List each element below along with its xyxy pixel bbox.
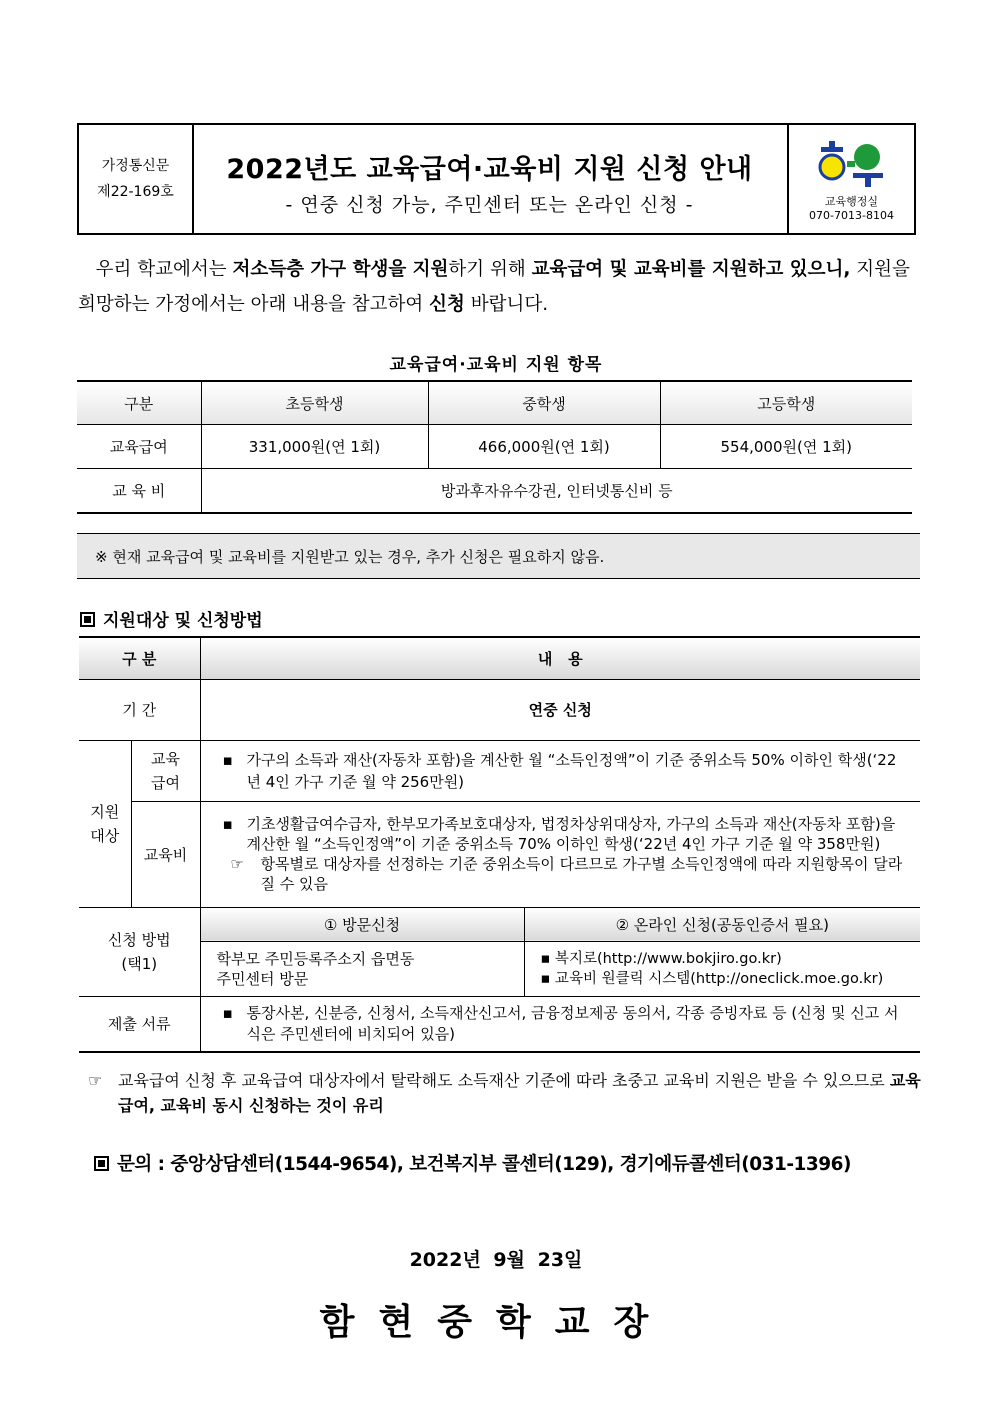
col-content: 내 용 <box>200 637 920 679</box>
benefit-label <box>131 740 200 801</box>
method-visit-content <box>200 941 524 996</box>
school-logo-icon <box>817 139 887 189</box>
benefit-label-1: 교육 <box>151 749 180 768</box>
table-row <box>79 941 920 996</box>
contact-text: 문의 : 중앙상담센터(1544-9654), 보건복지부 콜센터(129), 경기에듀콜센터(031-1396) <box>117 1154 851 1175</box>
table-row <box>77 425 912 469</box>
method-online-content <box>524 941 920 996</box>
bullet-icon: ▪ <box>222 1003 233 1022</box>
section-heading <box>80 606 263 631</box>
issue-date: 2022년 9월 23일 <box>409 1249 583 1271</box>
support-table-title: 교육급여·교육비 지원 항목 <box>389 355 603 375</box>
table-row <box>79 801 920 907</box>
col-gubun: 구 분 <box>79 637 200 679</box>
header-cell: 초등학생 <box>201 381 428 425</box>
fee-content <box>200 801 920 907</box>
cell-fee-value: 방과후자유수강권, 인터넷통신비 등 <box>201 469 912 514</box>
benefit-label-2: 급여 <box>151 773 180 792</box>
page-title: 2022년도 교육급여·교육비 지원 신청 안내 <box>226 154 753 185</box>
period-label: 기 간 <box>79 679 200 740</box>
method-label-2: (택1) <box>121 954 158 973</box>
method-online-head: ② 온라인 신청(공동인증서 필요) <box>524 907 920 941</box>
square-bullet-icon <box>94 1156 109 1171</box>
office-name: 교육행정실 <box>824 195 879 208</box>
square-bullet-icon <box>80 612 95 627</box>
pointing-hand-icon: ☞ <box>230 855 244 873</box>
intro-text-4: 바랍니다. <box>464 294 549 315</box>
cell-elementary: 331,000원(연 1회) <box>201 425 428 469</box>
table-header-row <box>79 637 920 679</box>
tip-bold: 교육급여, 교육비 동시 신청하는 것이 유리 <box>118 1071 921 1115</box>
table-row <box>79 907 920 941</box>
intro-bold-3: 신청 <box>429 294 465 315</box>
section-title: 지원대상 및 신청방법 <box>103 611 263 631</box>
cell-high: 554,000원(연 1회) <box>660 425 912 469</box>
target-label-2: 대상 <box>90 826 120 845</box>
intro-bold-2: 교육급여 및 교육비를 지원하고 있으니, <box>531 259 851 280</box>
benefit-text: 가구의 소득과 재산(자동차 포함)을 계산한 월 “소득인정액”이 기준 중위소득 50% 이하인 학생(‘22년 4인 가구 기준 월 약 256만원) <box>246 750 897 791</box>
table-row <box>79 679 920 740</box>
newsletter-info <box>79 125 194 233</box>
principal-signature: 함현중학교장 <box>319 1302 673 1343</box>
target-label-1: 지원 <box>90 802 120 821</box>
method-visit-head: ① 방문신청 <box>200 907 524 941</box>
fee-tip: 항목별로 대상자를 선정하는 기준 중위소득이 다르므로 가구별 소득인정액에 따라 지원항목이 달라질 수 있음 <box>260 855 903 893</box>
fee-label: 교육비 <box>131 801 200 907</box>
method-label-1: 신청 방법 <box>107 930 171 949</box>
contact-line <box>94 1150 851 1176</box>
table-row <box>79 996 920 1052</box>
cell-middle: 466,000원(연 1회) <box>428 425 660 469</box>
period-value: 연중 신청 <box>200 679 920 740</box>
row-label: 교육급여 <box>77 425 201 469</box>
benefit-content <box>200 740 920 801</box>
method-online-1: ▪ 복지로(http://www.bokjiro.go.kr) <box>540 950 782 967</box>
page-subtitle: - 연중 신청 가능, 주민센터 또는 온라인 신청 - <box>285 194 694 216</box>
tip-text: 교육급여 신청 후 교육급여 대상자에서 탈락해도 소득재산 기준에 따라 초중고 교육비 지원은 받을 수 있으므로 <box>118 1071 890 1090</box>
method-visit-2: 주민센터 방문 <box>216 969 309 988</box>
title-cell <box>192 125 787 233</box>
support-table-header <box>77 381 912 425</box>
method-visit-1: 학부모 주민등록주소지 읍면동 <box>216 949 415 968</box>
docs-text: 통장사본, 신분증, 신청서, 소득재산신고서, 금융정보제공 동의서, 각종 증빙자료 등 (신청 및 신고 서식은 주민센터에 비치되어 있음) <box>246 1003 899 1043</box>
bullet-icon: ▪ <box>222 815 233 833</box>
header-cell: 중학생 <box>428 381 660 425</box>
office-phone: 070-7013-8104 <box>809 209 894 222</box>
intro-bold-1: 저소득층 가구 학생을 지원 <box>232 259 449 280</box>
method-online-2: ▪ 교육비 원클릭 시스템(http://oneclick.moe.go.kr) <box>540 970 884 987</box>
intro-paragraph <box>78 252 920 322</box>
bullet-icon: ▪ <box>222 750 233 769</box>
docs-content <box>200 996 920 1052</box>
intro-text-1: 우리 학교에서는 <box>95 259 233 280</box>
newsletter-label: 가정통신문 <box>101 158 170 174</box>
support-table <box>77 380 912 514</box>
target-method-table <box>79 636 920 1053</box>
pointing-hand-icon: ☞ <box>88 1071 103 1090</box>
row-label: 교 육 비 <box>77 469 201 514</box>
header-box <box>77 123 916 235</box>
tip-paragraph <box>88 1068 928 1118</box>
header-cell: 고등학생 <box>660 381 912 425</box>
docs-label: 제출 서류 <box>79 996 200 1052</box>
table-row <box>77 469 912 514</box>
target-label <box>79 740 131 907</box>
office-cell <box>787 125 914 233</box>
intro-text-3: 지원을 희망하는 가정에서는 아래 내용을 참고하여 <box>78 259 910 315</box>
intro-text-2: 하기 위해 <box>448 259 532 280</box>
method-label <box>79 907 200 996</box>
newsletter-number: 제22-169호 <box>97 184 174 200</box>
header-cell: 구분 <box>77 381 201 425</box>
fee-text: 기초생활급여수급자, 한부모가족보호대상자, 법정차상위대상자, 가구의 소득과 재산(자동차 포함)을 계산한 월 “소득인정액”이 기준 중위소득 70% 이하인 학생(‘22년 4인 가구 기준 월 약 358만원) <box>246 815 896 853</box>
note-box: ※ 현재 교육급여 및 교육비를 지원받고 있는 경우, 추가 신청은 필요하지 않음. <box>77 533 920 579</box>
table-row <box>79 740 920 801</box>
